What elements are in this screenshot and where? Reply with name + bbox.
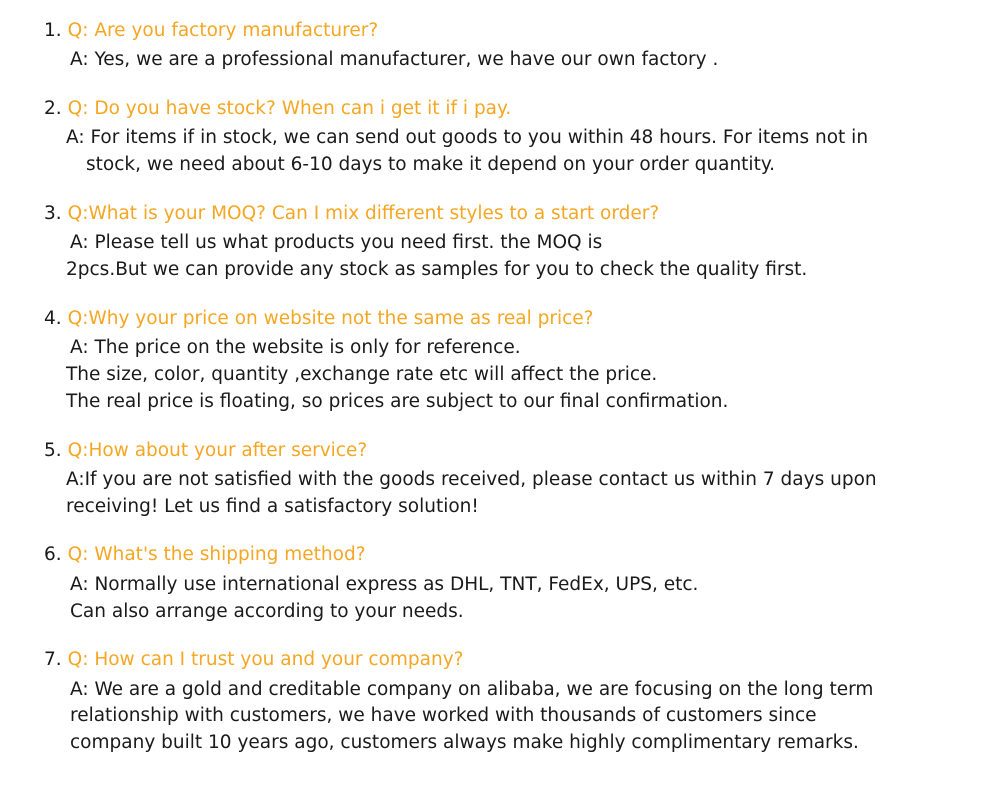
faq-item-number: 2. (44, 98, 62, 120)
faq-answer-block (44, 677, 950, 757)
faq-answer-line: 2pcs.But we can provide any stock as samples for you to check the quality first. (66, 259, 808, 281)
faq-answer-line: A: Yes, we are a professional manufacturer, we have our own factory . (70, 49, 719, 71)
faq-answer-block (44, 230, 950, 284)
faq-item (44, 201, 950, 284)
faq-answer-line: The real price is floating, so prices are subject to our final confirmation. (66, 390, 729, 412)
faq-question-text: Q: Do you have stock? When can i get it if i pay. (67, 98, 512, 120)
faq-question-line (44, 438, 950, 464)
faq-question-text: Q:Why your price on website not the same as real price? (67, 307, 594, 329)
faq-list (44, 18, 950, 757)
faq-item-number: 6. (44, 544, 62, 566)
faq-item-number: 7. (44, 649, 62, 671)
faq-answer-line: The size, color, quantity ,exchange rate etc will affect the price. (66, 363, 658, 385)
faq-answer-line: relationship with customers, we have worked with thousands of customers since (70, 705, 817, 727)
faq-item-number: 5. (44, 439, 62, 461)
faq-question-line (44, 201, 950, 227)
faq-item-number: 1. (44, 20, 62, 41)
faq-item (44, 647, 950, 757)
faq-question-line (44, 647, 950, 673)
faq-question-text: Q:What is your MOQ? Can I mix different styles to a start order? (67, 202, 660, 224)
faq-item (44, 542, 950, 625)
faq-answer-block (44, 467, 950, 521)
faq-question-line (44, 18, 950, 44)
faq-answer-block (44, 47, 950, 74)
faq-answer-line: A: We are a gold and creditable company on alibaba, we are focusing on the long term (70, 678, 874, 700)
faq-question-line (44, 306, 950, 332)
faq-question-text: Q: What's the shipping method? (67, 544, 366, 566)
faq-answer-line: receiving! Let us find a satisfactory solution! (66, 495, 479, 517)
faq-answer-line: company built 10 years ago, customers always make highly complimentary remarks. (70, 732, 859, 754)
faq-item-number: 3. (44, 202, 62, 224)
faq-answer-line: Can also arrange according to your needs. (70, 600, 464, 622)
faq-answer-block (44, 572, 950, 626)
faq-question-text: Q: How can I trust you and your company? (67, 649, 464, 671)
faq-question-text: Q:How about your after service? (67, 439, 368, 461)
faq-question-line (44, 542, 950, 568)
faq-item (44, 438, 950, 521)
faq-answer-line: A: The price on the website is only for reference. (70, 337, 521, 359)
faq-answer-block (44, 125, 950, 179)
faq-item (44, 306, 950, 416)
faq-answer-block (44, 335, 950, 415)
faq-question-text: Q: Are you factory manufacturer? (67, 20, 379, 41)
faq-answer-line: A: Please tell us what products you need first. the MOQ is (70, 232, 603, 254)
faq-item-number: 4. (44, 307, 62, 329)
faq-answer-line: A: Normally use international express as DHL, TNT, FedEx, UPS, etc. (70, 573, 699, 595)
faq-answer-line: A:If you are not satisfied with the goods received, please contact us within 7 days upon (66, 468, 877, 490)
faq-question-line (44, 96, 950, 122)
faq-item (44, 96, 950, 179)
faq-answer-line: A: For items if in stock, we can send out goods to you within 48 hours. For items not in (66, 127, 869, 149)
faq-answer-line: stock, we need about 6-10 days to make it depend on your order quantity. (86, 154, 776, 176)
faq-item (44, 18, 950, 74)
